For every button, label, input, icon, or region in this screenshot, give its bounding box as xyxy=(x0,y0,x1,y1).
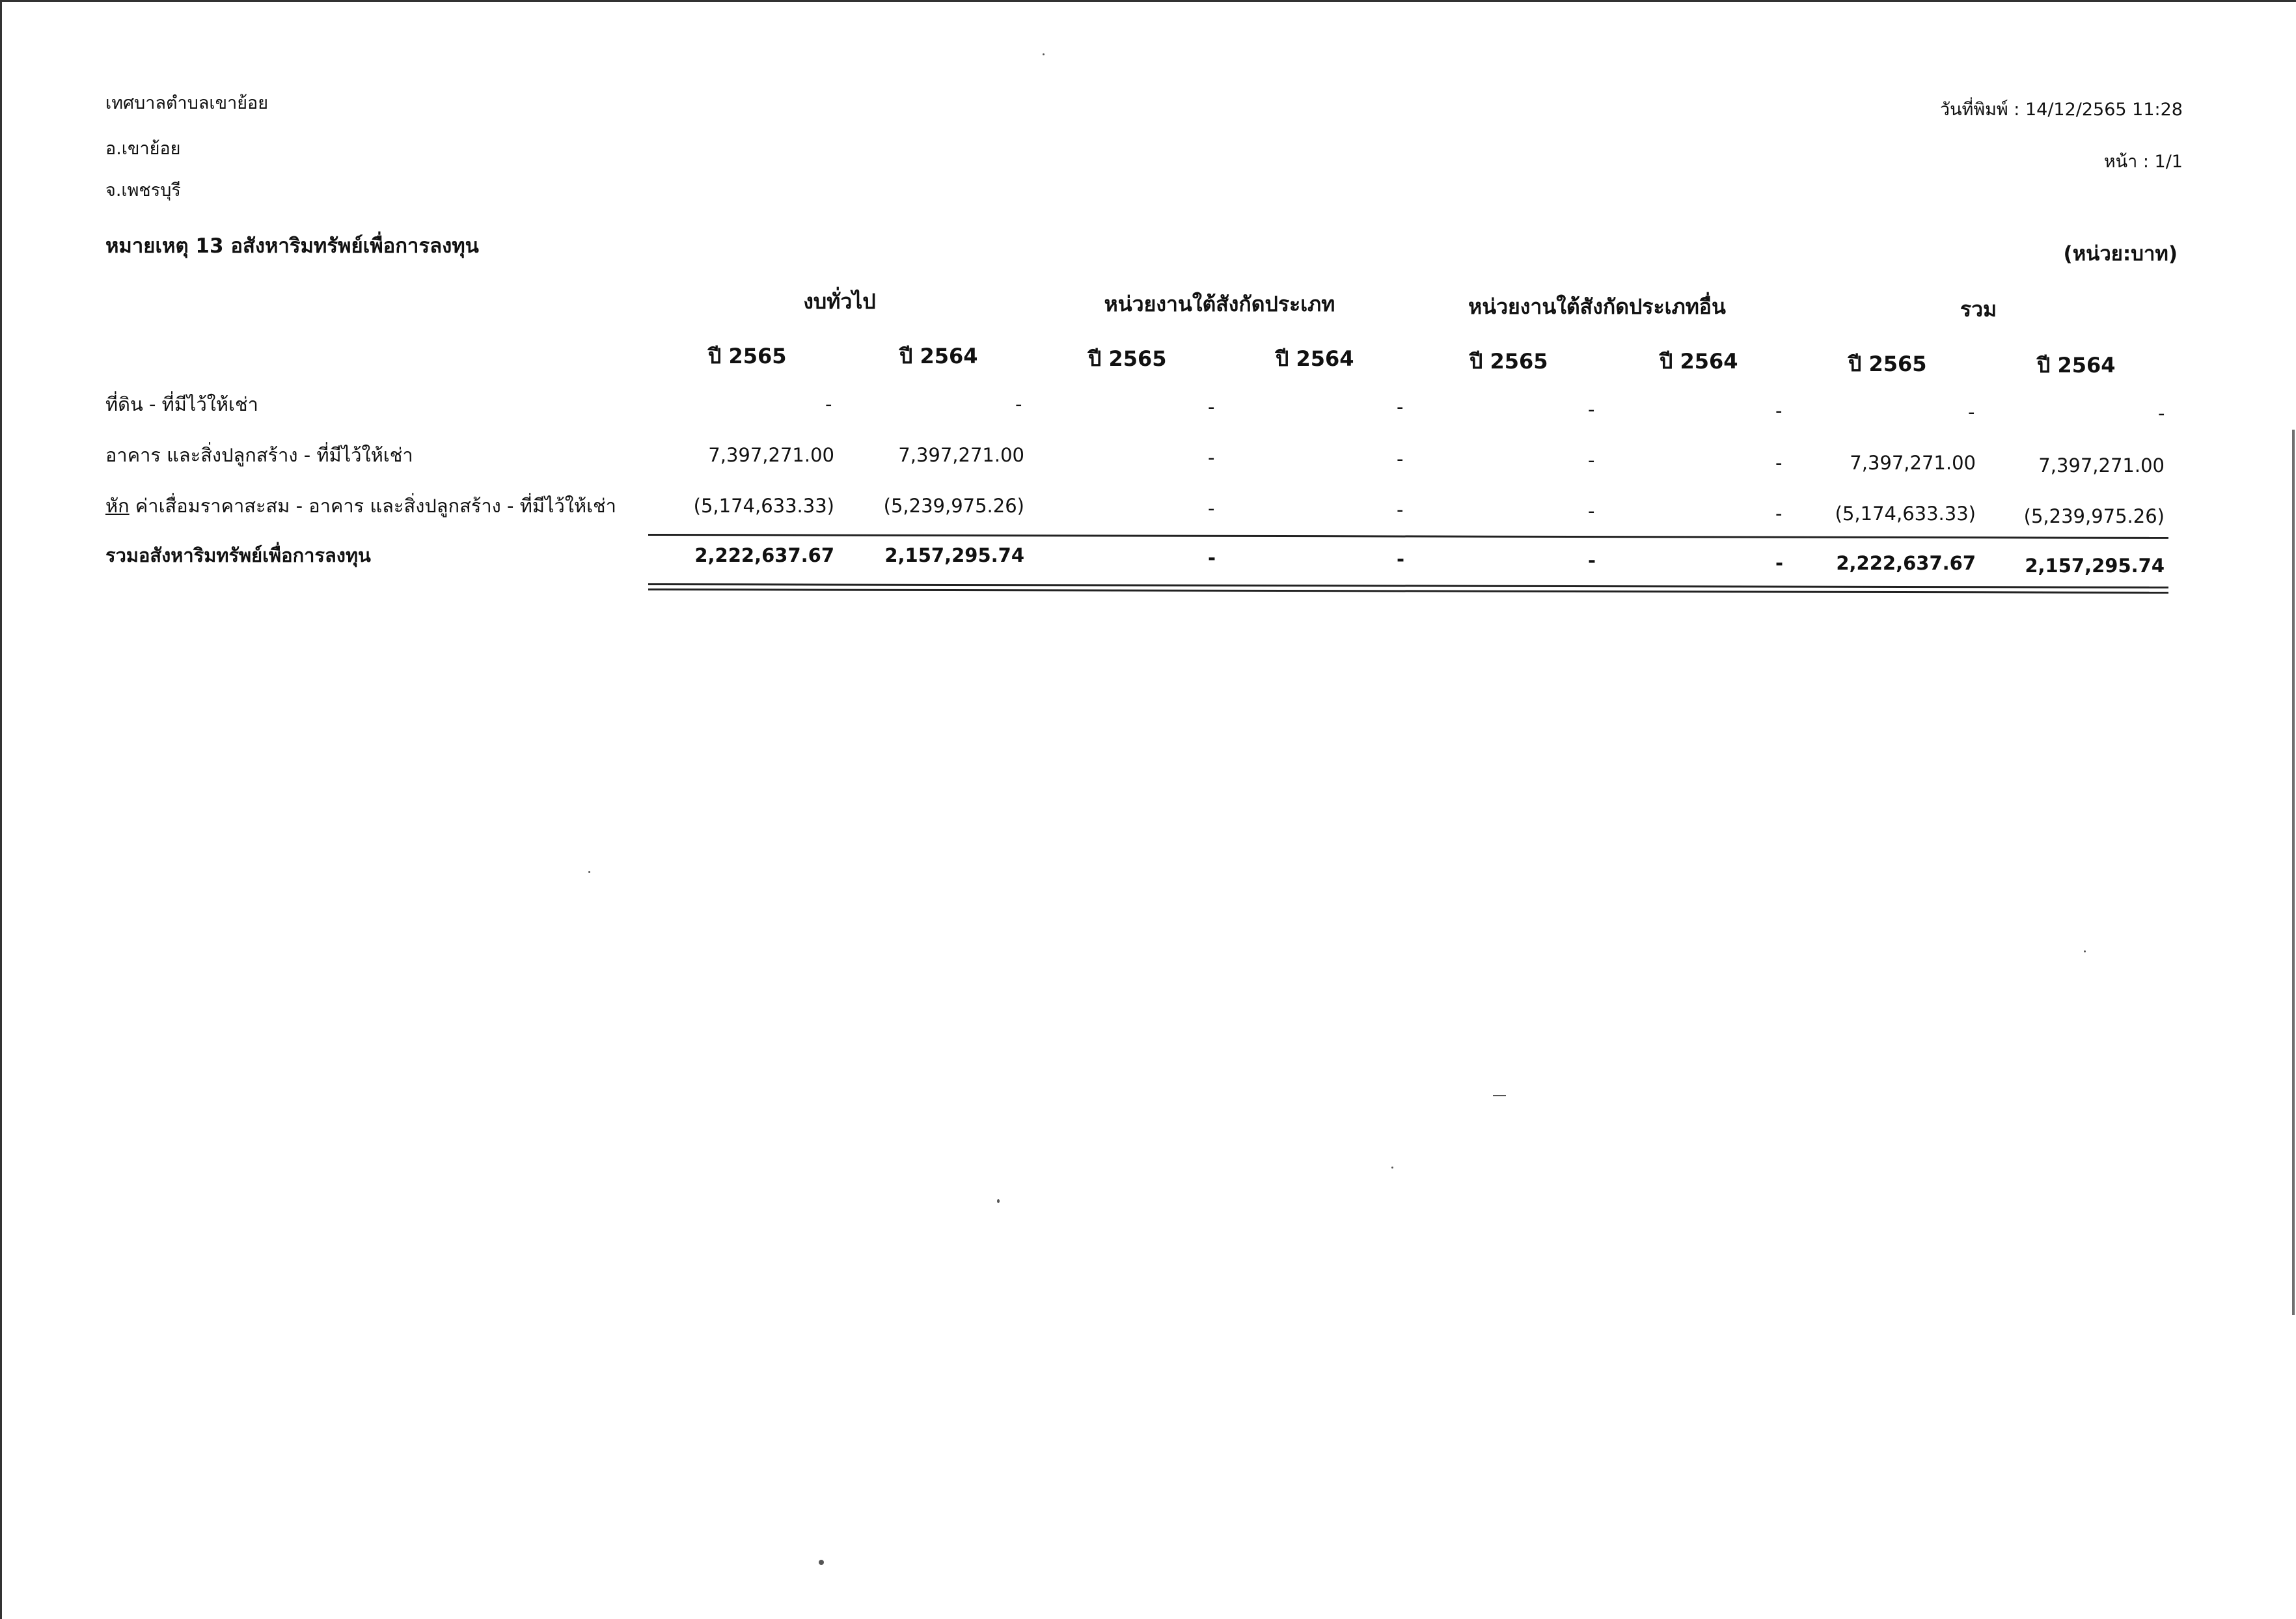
print-date: วันที่พิมพ์ : 14/12/2565 11:28 xyxy=(1939,100,2183,120)
cell-buildings-subother-2565: - xyxy=(1588,449,1595,471)
page-title: หมายเหตุ 13 อสังหาริมทรัพย์เพื่อการลงทุน xyxy=(105,234,479,258)
subtotal-rule xyxy=(648,534,2168,539)
cell-buildings-total-2565: 7,397,271.00 xyxy=(1850,452,1976,474)
cell-buildings-subtype-2564: - xyxy=(1397,448,1404,470)
scan-speck xyxy=(1493,1095,1506,1096)
cell-total-subother-2564: - xyxy=(1775,552,1784,574)
org-name: เทศบาลตำบลเขาย้อย xyxy=(105,93,269,113)
group-header-total: รวม xyxy=(1960,297,1997,322)
scan-speck xyxy=(1043,53,1045,55)
year-header-total-2565: ปี 2565 xyxy=(1848,352,1927,376)
year-header-subother-2564: ปี 2564 xyxy=(1660,349,1738,374)
cell-total-general-2564: 2,157,295.74 xyxy=(884,544,1024,566)
row-label-buildings: อาคาร และสิ่งปลูกสร้าง - ที่มีไว้ให้เช่า xyxy=(105,444,413,466)
cell-land-subtype-2565: - xyxy=(1208,396,1215,418)
row-label-total: รวมอสังหาริมทรัพย์เพื่อการลงทุน xyxy=(105,544,371,566)
year-header-general-2565: ปี 2565 xyxy=(708,344,787,368)
cell-land-general-2565: - xyxy=(825,393,832,415)
year-header-total-2564: ปี 2564 xyxy=(2037,353,2116,378)
group-header-general: งบทั่วไป xyxy=(803,289,876,314)
cell-buildings-subother-2564: - xyxy=(1775,452,1783,474)
cell-depreciation-subother-2565: - xyxy=(1588,500,1595,522)
year-header-subtype-2565: ปี 2565 xyxy=(1088,346,1167,371)
depreciation-label-text: ค่าเสื่อมราคาสะสม - อาคาร และสิ่งปลูกสร้าง - ที่มีไว้ให้เช่า xyxy=(129,495,616,517)
group-header-sub-type: หน่วยงานใต้สังกัดประเภท xyxy=(1104,292,1335,316)
scan-speck xyxy=(819,1560,824,1565)
page-number: หน้า : 1/1 xyxy=(2103,152,2183,172)
total-double-rule-top xyxy=(648,583,2168,588)
cell-buildings-general-2564: 7,397,271.00 xyxy=(898,444,1024,466)
scan-left-edge xyxy=(0,0,2,1619)
row-label-depreciation xyxy=(105,491,616,521)
scan-speck xyxy=(1391,1167,1393,1169)
row-label-land: ที่ดิน - ที่มีไว้ให้เช่า xyxy=(105,393,258,415)
cell-total-subtype-2565: - xyxy=(1208,547,1216,569)
cell-land-total-2564: - xyxy=(2158,402,2165,424)
cell-land-subother-2564: - xyxy=(1775,400,1783,422)
cell-depreciation-subtype-2564: - xyxy=(1397,499,1404,521)
cell-total-subtype-2564: - xyxy=(1397,548,1405,570)
cell-buildings-subtype-2565: - xyxy=(1208,447,1215,469)
cell-buildings-total-2564: 7,397,271.00 xyxy=(2038,454,2165,477)
cell-depreciation-general-2564: (5,239,975.26) xyxy=(883,495,1024,517)
less-prefix: หัก xyxy=(105,495,130,517)
cell-total-total-2565: 2,222,637.67 xyxy=(1836,552,1976,574)
unit-label: (หน่วย:บาท) xyxy=(2063,242,2178,266)
cell-depreciation-total-2564: (5,239,975.26) xyxy=(2023,505,2165,527)
scan-speck xyxy=(997,1199,1000,1203)
cell-buildings-general-2565: 7,397,271.00 xyxy=(708,444,834,466)
cell-land-general-2564: - xyxy=(1015,393,1022,415)
cell-depreciation-total-2565: (5,174,633.33) xyxy=(1835,503,1976,525)
org-district: อ.เขาย้อย xyxy=(105,139,181,159)
year-header-general-2564: ปี 2564 xyxy=(899,344,978,368)
cell-land-subother-2565: - xyxy=(1588,398,1595,421)
org-province: จ.เพชรบุรี xyxy=(105,180,181,201)
cell-total-subother-2565: - xyxy=(1588,549,1596,572)
scan-speck xyxy=(2084,950,2086,952)
cell-total-total-2564: 2,157,295.74 xyxy=(2025,555,2165,577)
year-header-subtype-2564: ปี 2564 xyxy=(1276,346,1354,371)
group-header-sub-other: หน่วยงานใต้สังกัดประเภทอื่น xyxy=(1468,294,1726,319)
cell-total-general-2565: 2,222,637.67 xyxy=(694,544,834,566)
cell-depreciation-subother-2564: - xyxy=(1775,503,1783,525)
year-header-subother-2565: ปี 2565 xyxy=(1469,349,1548,374)
scan-speck xyxy=(588,871,590,873)
scan-top-edge xyxy=(0,0,2296,2)
total-double-rule-bottom xyxy=(648,588,2168,594)
cell-land-total-2565: - xyxy=(1968,401,1975,423)
cell-depreciation-subtype-2565: - xyxy=(1208,497,1215,519)
scan-right-edge xyxy=(2292,430,2295,1315)
cell-land-subtype-2564: - xyxy=(1397,396,1404,418)
cell-depreciation-general-2565: (5,174,633.33) xyxy=(693,495,834,517)
